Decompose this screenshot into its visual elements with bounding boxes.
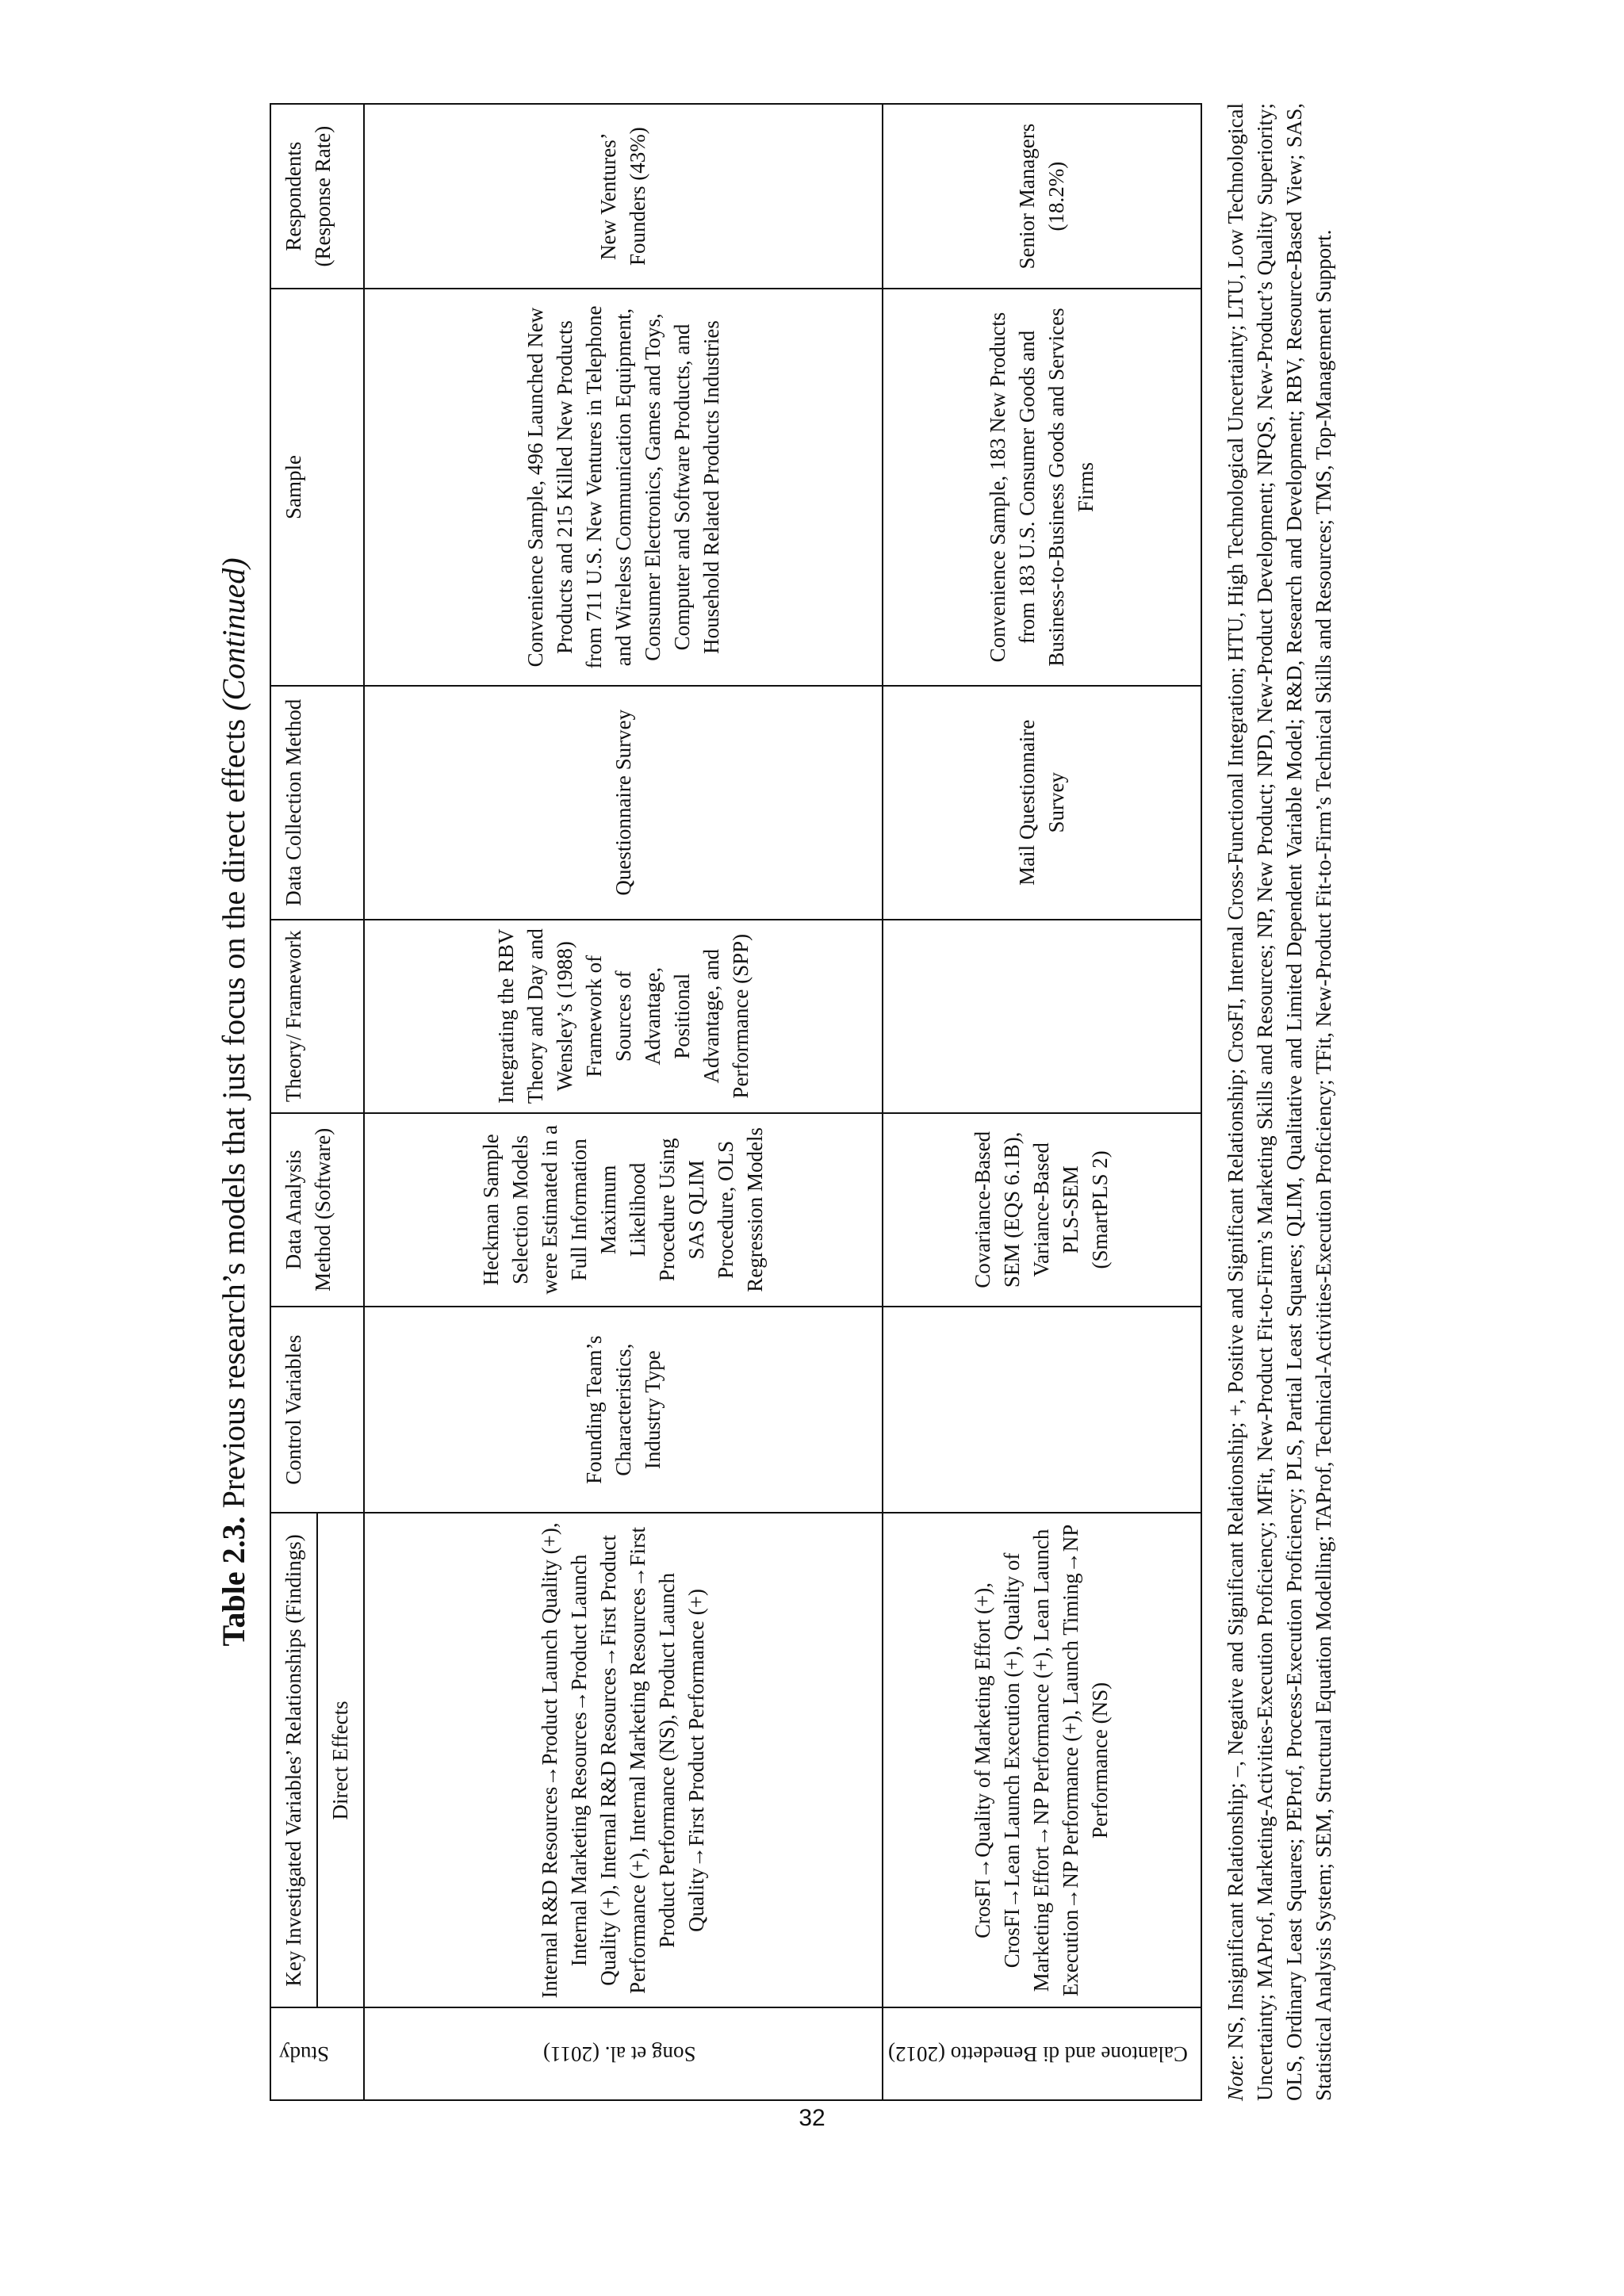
table-note: [1221, 103, 1339, 2101]
note-text: : NS, Insignificant Relationship; –, Negative and Significant Relationship; +, Positive and Significant Relationship; CrosFI, Internal Cross-Functional Integration; HTU, High Technological Uncertainty; LTU, Low Technological Uncertainty; MAProf, Marketing-Activities-Execution Proficiency; MFit, New-Product Fit-to-Firm’s Marketing Skills and Resources; NP, New Product; NPD, New-Product Development; NPQS, New-Product’s Quality Superiority; OLS, Ordinary Least Squares; PEProf, Process-Execution Proficiency; PLS, Partial Least Squares; QLIM, Qualitative and Limited Dependent Variable Model; R&D, Research and Development; RBV, Resource-Based View; SAS, Statistical Analysis System; SEM, Structural Equation Modelling; TAProf, Technical-Activities-Execution Proficiency; TFit, New-Product Fit-to-Firm’s Technical Skills and Resources; TMS, Top-Management Support.: [1224, 103, 1335, 2101]
cell-control-variables: [883, 1307, 1201, 1513]
table-row: [883, 104, 1201, 2100]
header-theory: Theory/ Framework: [270, 920, 364, 1113]
table-title-text: Previous research’s models that just focus on the direct effects: [216, 710, 251, 1517]
cell-direct-effects: CrosFI→Quality of Marketing Effort (+), CrosFI→Lean Launch Execution (+), Quality of Marketing Effort→NP Performance (+), Lean Launch Execution→NP Performance (+), Launch Timing→NP Performance (NS): [883, 1513, 1201, 2007]
header-key-variables: Key Investigated Variables’ Relationships (Findings): [270, 1513, 317, 2007]
literature-table: [270, 103, 1202, 2101]
cell-data-analysis: Heckman Sample Selection Models were Estimated in a Full Information Maximum Likelihood Procedure Using SAS QLIM Procedure, OLS Regression Models: [364, 1113, 883, 1307]
header-respondents: Respondents (Response Rate): [270, 104, 364, 289]
cell-study: Song et al. (2011): [364, 2007, 883, 2100]
header-sample: Sample: [270, 289, 364, 686]
table-title-continued: (Continued): [216, 557, 251, 711]
header-data-analysis: Data Analysis Method (Software): [270, 1113, 364, 1307]
cell-theory: Integrating the RBV Theory and Day and Wensley’s (1988) Framework of Sources of Advantage, Positional Advantage, and Performance (SPP): [364, 920, 883, 1113]
cell-study: Calantone and di Benedetto (2012): [883, 2007, 1201, 2100]
cell-sample: Convenience Sample, 183 New Products from 183 U.S. Consumer Goods and Business-to-Business Goods and Services Firms: [883, 289, 1201, 686]
table-title: [214, 103, 254, 2101]
cell-direct-effects: Internal R&D Resources→Product Launch Quality (+), Internal Marketing Resources→Product Launch Quality (+), Internal R&D Resources→First Product Performance (+), Internal Marketing Resources→First Product Performance (NS), Product Launch Quality→First Product Performance (+): [364, 1513, 883, 2007]
header-data-collection: Data Collection Method: [270, 686, 364, 920]
cell-respondents: Senior Managers (18.2%): [883, 104, 1201, 289]
cell-data-collection: Questionnaire Survey: [364, 686, 883, 920]
header-control-variables: Control Variables: [270, 1307, 364, 1513]
rotated-page-content: [214, 103, 1335, 2101]
cell-theory: [883, 920, 1201, 1113]
header-study: Study: [270, 2007, 364, 2100]
header-direct-effects: Direct Effects: [317, 1513, 364, 2007]
cell-control-variables: Founding Team’s Characteristics, Industry Type: [364, 1307, 883, 1513]
cell-data-analysis: Covariance-Based SEM (EQS 6.1B), Variance-Based PLS-SEM (SmartPLS 2): [883, 1113, 1201, 1307]
table-row: [364, 104, 883, 2100]
cell-respondents: New Ventures’ Founders (43%): [364, 104, 883, 289]
note-label: Note: [1224, 2061, 1247, 2101]
page-number: 32: [799, 2105, 825, 2131]
table-title-label: Table 2.3.: [216, 1516, 251, 1647]
cell-sample: Convenience Sample, 496 Launched New Products and 215 Killed New Products from 711 U.S. New Ventures in Telephone and Wireless Communication Equipment, Consumer Electronics, Games and Toys, Computer and Software Products, and Household Related Products Industries: [364, 289, 883, 686]
cell-data-collection: Mail Questionnaire Survey: [883, 686, 1201, 920]
